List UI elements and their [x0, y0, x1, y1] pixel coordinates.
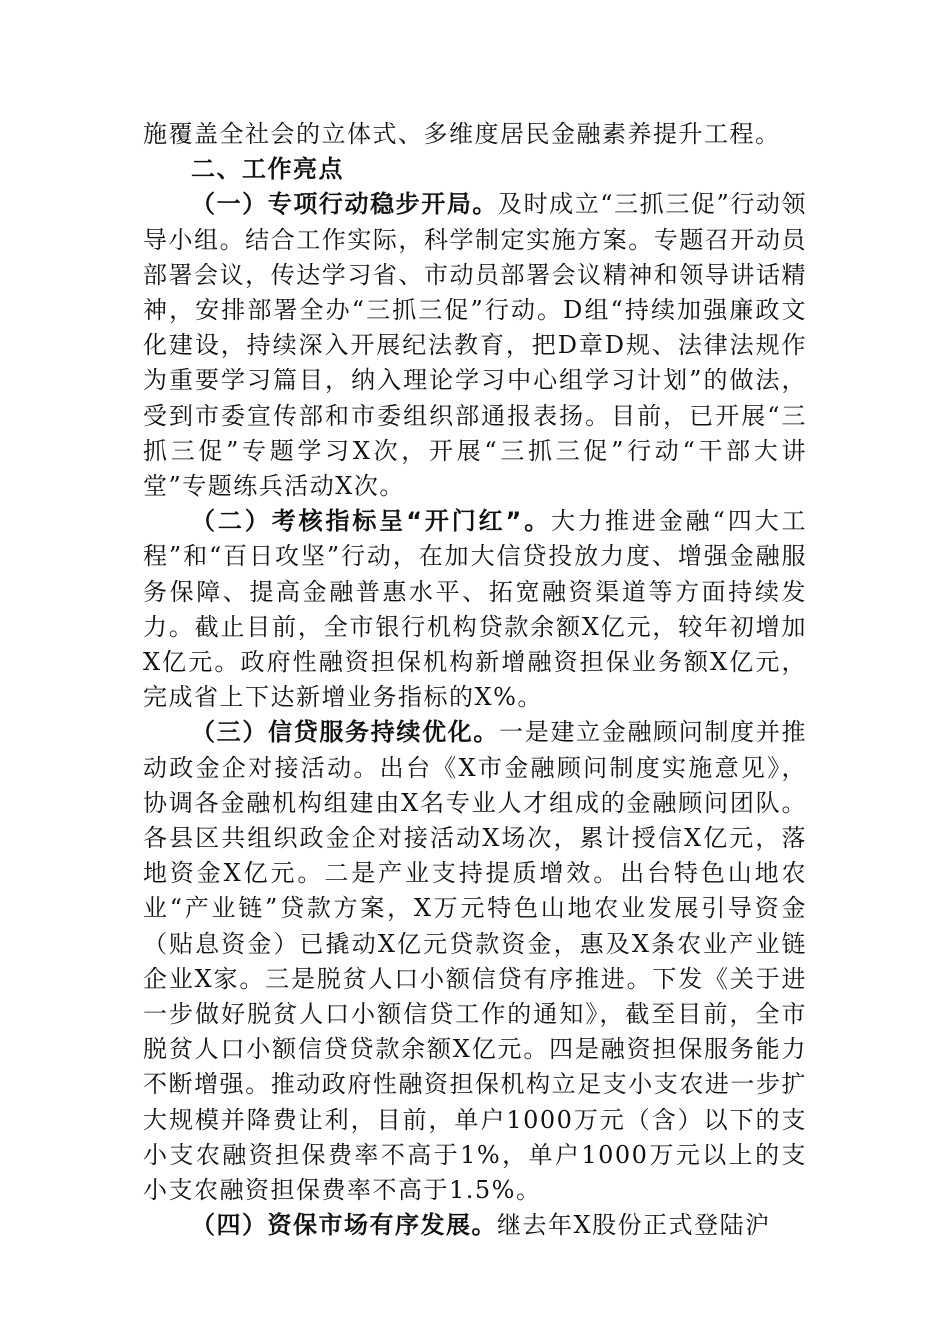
- continuation-paragraph: 施覆盖全社会的立体式、多维度居民金融素养提升工程。: [143, 120, 781, 148]
- paragraph-3-body: 一是建立金融顾问制度并推动政金企对接活动。出台《X市金融顾问制度实施意见》，协调各金融机构组建由X名专业人才组成的金融顾问团队。各县区共组织政金企对接活动X场次，累计授信X亿元，落地资金X亿元。二是产业支持提质增效。出台特色山地农业“产业链”贷款方案，X万元特色山地农业发展引导资金（贴息资金）已撬动X亿元贷款资金，惠及X条农业产业链企业X家。三是脱贫人口小额信贷有序推进。下发《关于进一步做好脱贫人口小额信贷工作的通知》，截至目前，全市脱贫人口小额信贷贷款余额X亿元。四是融资担保服务能力不断增强。推动政府性融资担保机构立足支小支农进一步扩大规模并降费让利，目前，单户1000万元（含）以下的支小支农融资担保费率不高于1%，单户1000万元以上的支小支农融资担保费率不高于1.5%。: [143, 718, 808, 1205]
- paragraph-1-lead: （一）专项行动稳步开局。: [191, 190, 498, 219]
- paragraph-3-lead: （三）信贷服务持续优化。: [191, 718, 500, 747]
- paragraph-4: [143, 1208, 807, 1243]
- paragraph-1: [143, 187, 807, 504]
- paragraph-2-body: 大力推进金融“四大工程”和“百日攻坚”行动，在加大信贷投放力度、增强金融服务保障、提高金融普惠水平、拓宽融资渠道等方面持续发力。截止目前，全市银行机构贷款余额X亿元，较年初增加X亿元。政府性融资担保机构新增融资担保业务额X亿元，完成省上下达新增业务指标的X%。: [143, 507, 807, 712]
- paragraph-1-body: 及时成立“三抓三促”行动领导小组。结合工作实际，科学制定实施方案。专题召开动员部署会议，传达学习省、市动员部署会议精神和领导讲话精神，安排部署全办“三抓三促”行动。D组“持续加强廉政文化建设，持续深入开展纪法教育，把D章D规、法律法规作为重要学习篇目，纳入理论学习中心组学习计划”的做法，受到市委宣传部和市委组织部通报表扬。目前，已开展“三抓三促”专题学习X次，开展“三抓三促”行动“干部大讲堂”专题练兵活动X次。: [143, 190, 807, 501]
- paragraph-4-body: 继去年X股份正式登陆沪: [497, 1211, 771, 1240]
- paragraph-4-lead: （四）资保市场有序发展。: [191, 1211, 497, 1240]
- document-body: [143, 117, 807, 1244]
- section-heading: 二、工作亮点: [191, 155, 344, 184]
- paragraph-2: [143, 504, 807, 715]
- paragraph-3: [143, 715, 807, 1208]
- paragraph-2-lead: （二）考核指标呈“开门红”。: [191, 507, 552, 536]
